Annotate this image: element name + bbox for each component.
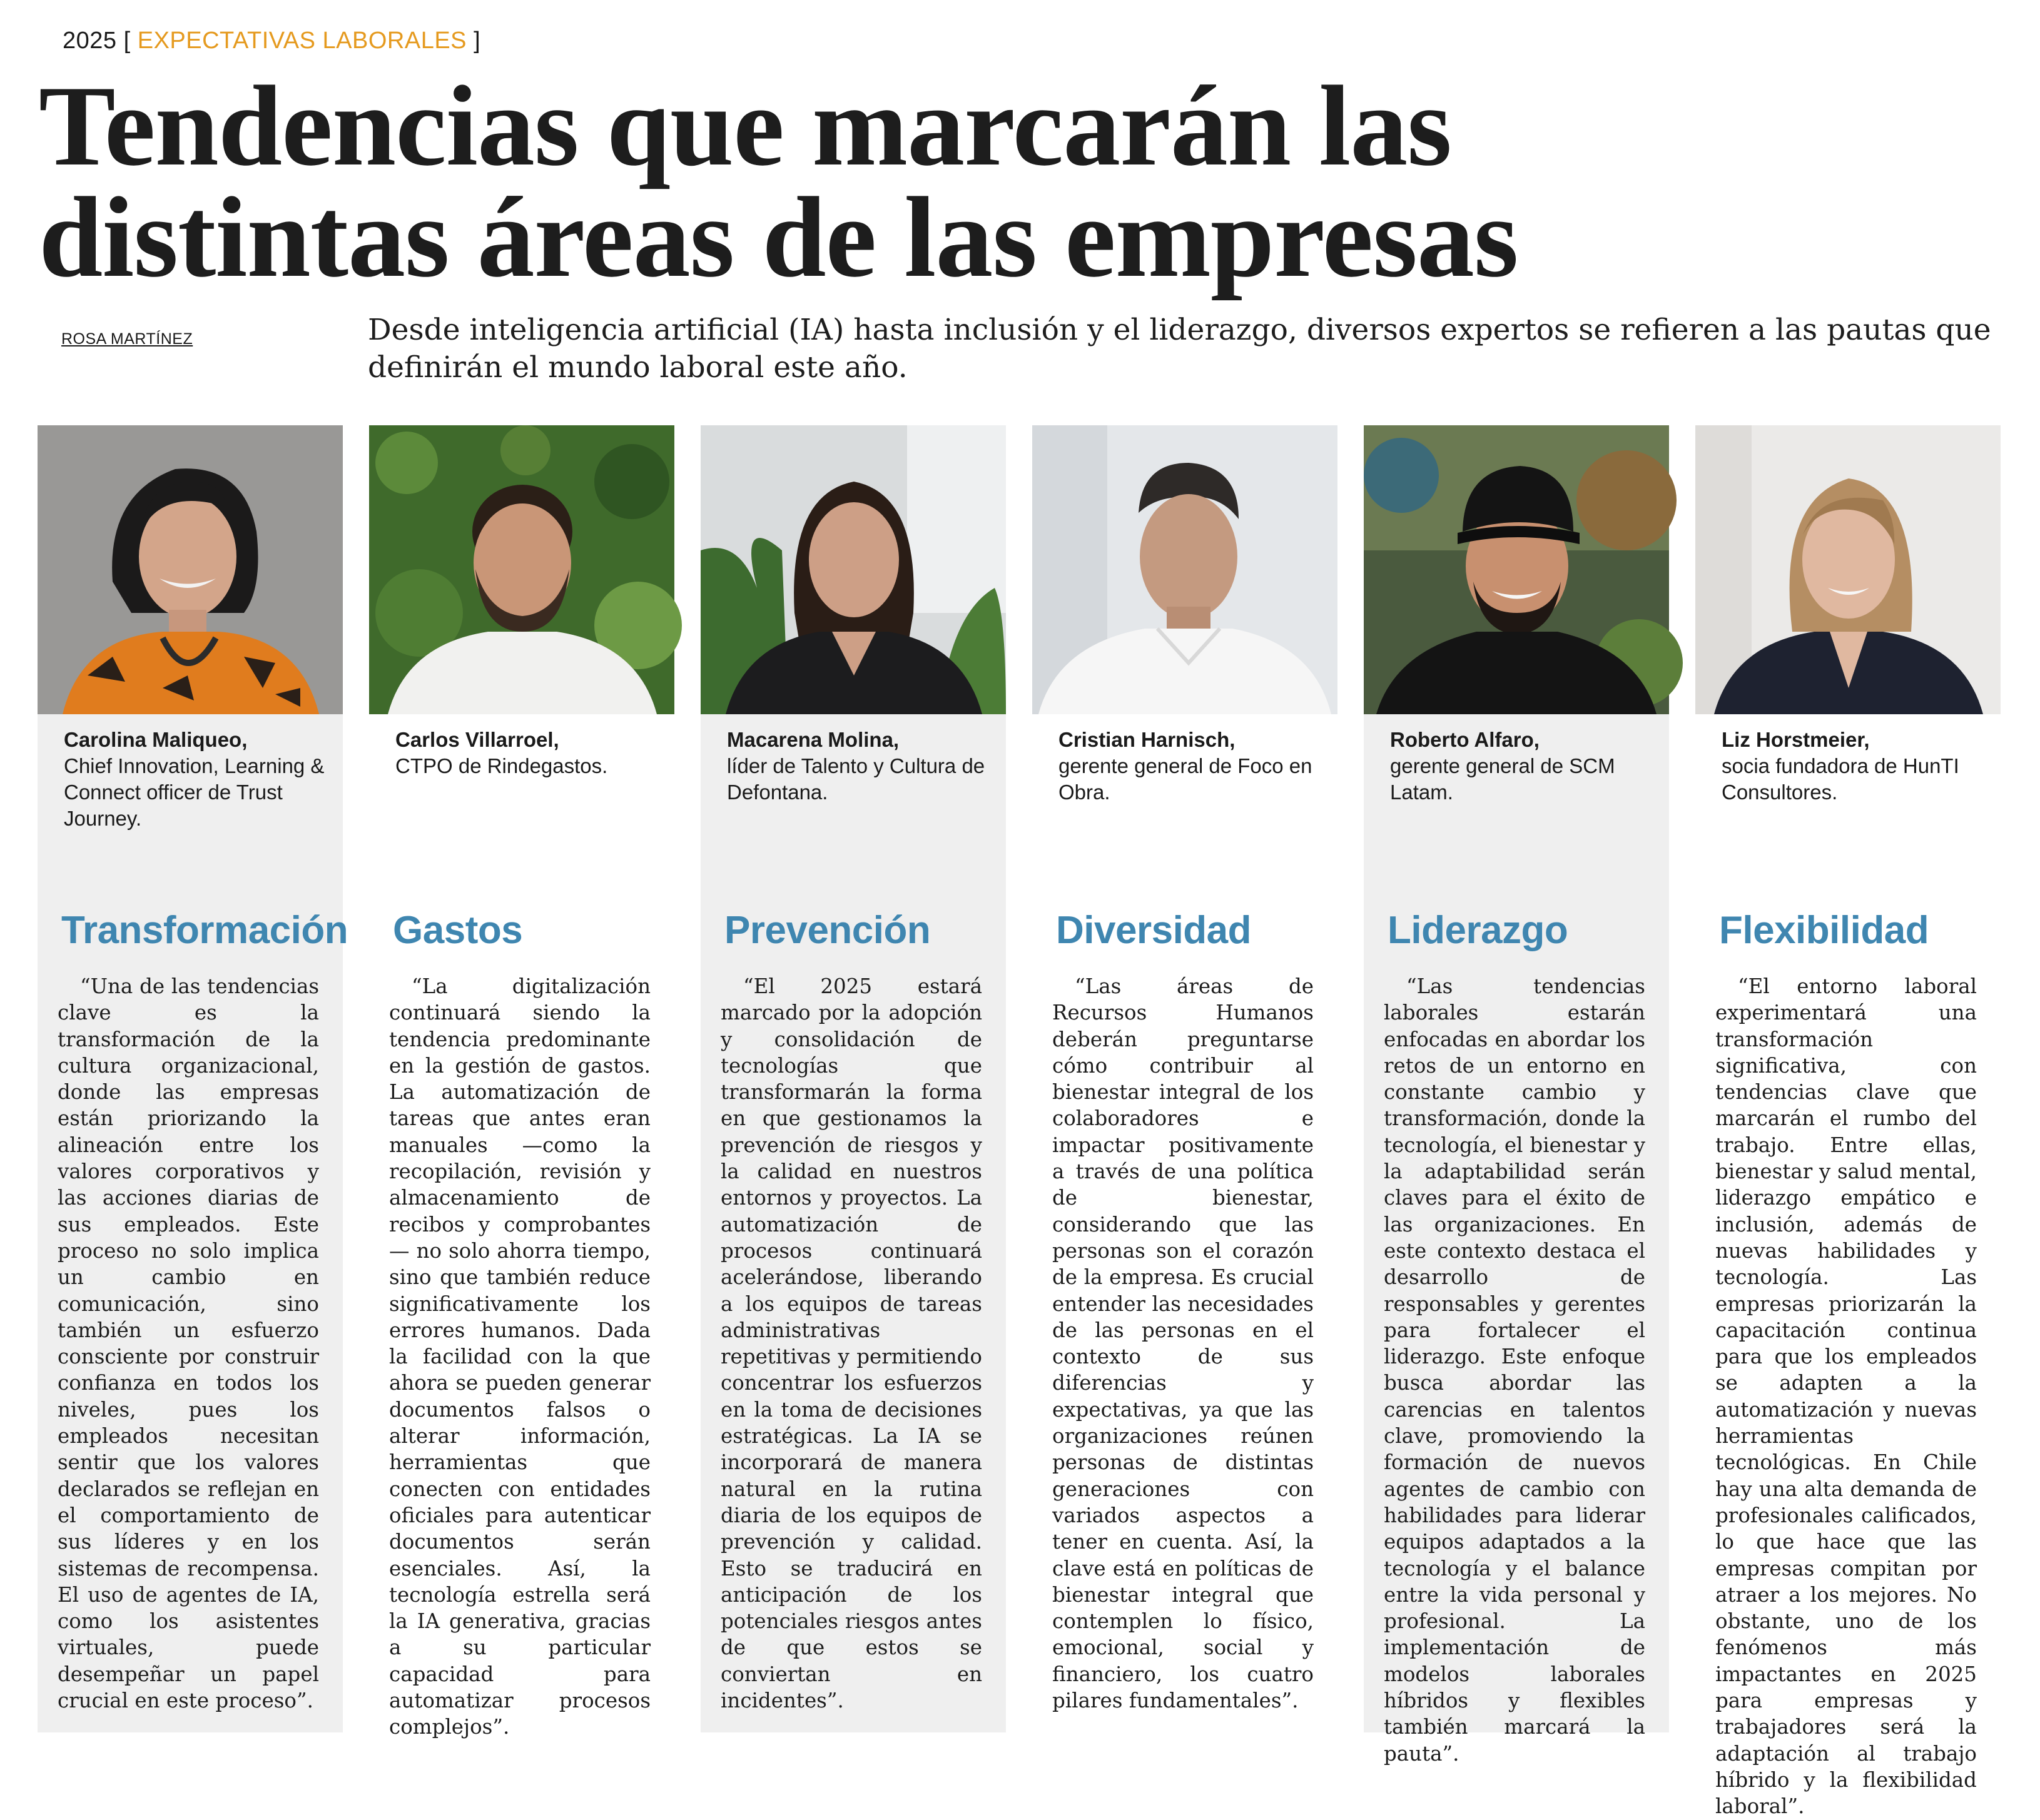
expert-quote: “Las tendencias laborales estarán enfocadas en abordar los retos de un entorno en constante cambio y transformación, donde la tecnología, el bienestar y la adaptabilidad serán claves para el éxito de las organizaciones. En este contexto destaca el desarrollo de responsables y gerentes para fortalecer el liderazgo. Este enfoque busca abordar las carencias en talentos clave, promoviendo la formación de nuevos agentes de cambio con habilidades para liderar equipos adaptados a la tecnología y el balance entre la vida personal y profesional. La implementación de modelos laborales híbridos y flexibles también marcará la pauta”. (1384, 974, 1645, 1766)
portrait-man-white-shirt (1032, 425, 1337, 714)
expert-quote: “Una de las tendencias clave es la transformación de la cultura organizacional, donde las empresas están priorizando la alineación entre los valores corporativos y las acciones diarias de sus empleados. Este proceso no solo implica un cambio en comunicación, sino también un esfuerzo consciente por construir confianza en todos los niveles, pues los empleados necesitan sentir que los valores declarados se reflejan en el comportamiento de sus líderes y en los sistemas de recompensa. El uso de agentes de IA, como los asistentes virtuales, puede desempeñar un papel crucial en este proceso”. (58, 974, 319, 1713)
expert-name: Liz Horstmeier, (1722, 728, 1870, 751)
expert-caption (64, 727, 327, 832)
topic-heading: Diversidad (1056, 909, 1252, 952)
topic-heading: Gastos (393, 909, 523, 952)
portrait-photo (1032, 425, 1337, 714)
portrait-photo (1364, 425, 1669, 714)
portrait-woman-blazer (1695, 425, 2001, 714)
kicker-year: 2025 (63, 28, 117, 54)
kicker-bracket-close: ] (474, 28, 481, 54)
expert-caption (1390, 727, 1653, 806)
expert-caption (1058, 727, 1321, 806)
expert-role: gerente general de Foco en Obra. (1058, 754, 1312, 804)
expert-role: CTPO de Rindegastos. (395, 754, 608, 777)
expert-column-4 (1032, 425, 1337, 1732)
expert-role: gerente general de SCM Latam. (1390, 754, 1615, 804)
portrait-man-green-wall (369, 425, 674, 714)
expert-caption (395, 727, 658, 779)
expert-name: Carlos Villarroel, (395, 728, 559, 751)
portrait-man-black-cap (1364, 425, 1669, 714)
expert-name: Cristian Harnisch, (1058, 728, 1236, 751)
article-lede: Desde inteligencia artificial (IA) hasta inclusión y el liderazgo, diversos expertos se refieren a las pautas que definirán el mundo laboral este año. (368, 313, 1991, 385)
topic-heading: Liderazgo (1388, 909, 1568, 952)
section-kicker (63, 28, 480, 54)
expert-column-2 (369, 425, 674, 1739)
expert-caption (727, 727, 990, 806)
portrait-woman-orange-blouse (38, 425, 343, 714)
topic-heading: Prevención (724, 909, 931, 952)
portrait-photo (369, 425, 674, 714)
expert-name: Roberto Alfaro, (1390, 728, 1540, 751)
expert-column-6 (1695, 425, 2001, 1819)
topic-heading: Flexibilidad (1719, 909, 1929, 952)
expert-role: líder de Talento y Cultura de Defontana. (727, 754, 985, 804)
topic-heading: Transformación (61, 909, 348, 952)
article-headline: Tendencias que marcarán las distintas áreas de las empresas (39, 62, 1518, 301)
expert-role: socia fundadora de HunTI Consultores. (1722, 754, 1959, 804)
portrait-woman-office-plants (701, 425, 1006, 714)
author-byline: ROSA MARTÍNEZ (61, 330, 193, 348)
expert-role: Chief Innovation, Learning & Connect officer de Trust Journey. (64, 754, 325, 830)
expert-quote: “El entorno laboral experimentará una transformación significativa, con tendencias clave que marcarán el rumbo del trabajo. Entre ellas, bienestar y salud mental, liderazgo empático e inclusión, además de nuevas habilidades y tecnología. Las empresas priorizarán la capacitación continua para que los empleados se adapten a la automatización y nuevas herramientas tecnológicas. En Chile hay una alta demanda de profesionales calificados, lo que hace que las empresas compitan por atraer a los mejores. No obstante, uno de los fenómenos más impactantes en 2025 para empresas y trabajadores será la adaptación al trabajo híbrido y la flexibilidad laboral”. (1715, 974, 1977, 1819)
kicker-bracket-open: [ (123, 28, 131, 54)
expert-column-3 (701, 425, 1006, 1732)
kicker-section: EXPECTATIVAS LABORALES (137, 28, 467, 54)
expert-column-5 (1364, 425, 1669, 1766)
portrait-photo (38, 425, 343, 714)
expert-name: Carolina Maliqueo, (64, 728, 248, 751)
expert-caption (1722, 727, 1984, 806)
expert-quote: “El 2025 estará marcado por la adopción y consolidación de tecnologías que transformarán la forma en que gestionamos la prevención de riesgos y la calidad en nuestros entornos y proyectos. La automatización de procesos continuará acelerándose, liberando a los equipos de tareas administrativas repetitivas y permitiendo concentrar los esfuerzos en la toma de decisiones estratégicas. La IA se incorporará de manera natural en la rutina diaria de los equipos de prevención y calidad. Esto se traducirá en anticipación de los potenciales riesgos antes de que estos se conviertan en incidentes”. (721, 974, 982, 1713)
expert-quote: “La digitalización continuará siendo la tendencia predominante en la gestión de gastos. La automatización de tareas que antes eran manuales —como la recopilación, revisión y almacenamiento de recibos y comprobantes— no solo ahorra tiempo, sino que también reduce significativamente los errores humanos. Dada la facilidad con la que ahora se pueden generar documentos falsos o alterar información, herramientas que conecten con entidades oficiales para autenticar documentos serán esenciales. Así, la tecnología estrella será la IA generativa, gracias a su particular capacidad para automatizar procesos complejos”. (389, 974, 651, 1739)
expert-quote: “Las áreas de Recursos Humanos deberán preguntarse cómo contribuir al bienestar integral de los colaboradores e impactar positivamente a través de una política de bienestar, considerando que las personas son el corazón de la empresa. Es crucial entender las necesidades de las personas en el contexto de sus diferencias y expectativas, ya que las organizaciones reúnen personas de distintas generaciones con variados aspectos a tener en cuenta. Así, la clave está en políticas de bienestar integral que contemplen lo físico, emocional, social y financiero, los cuatro pilares fundamentales”. (1052, 974, 1314, 1713)
expert-name: Macarena Molina, (727, 728, 900, 751)
portrait-photo (701, 425, 1006, 714)
portrait-photo (1695, 425, 2001, 714)
expert-column-1 (38, 425, 348, 1732)
